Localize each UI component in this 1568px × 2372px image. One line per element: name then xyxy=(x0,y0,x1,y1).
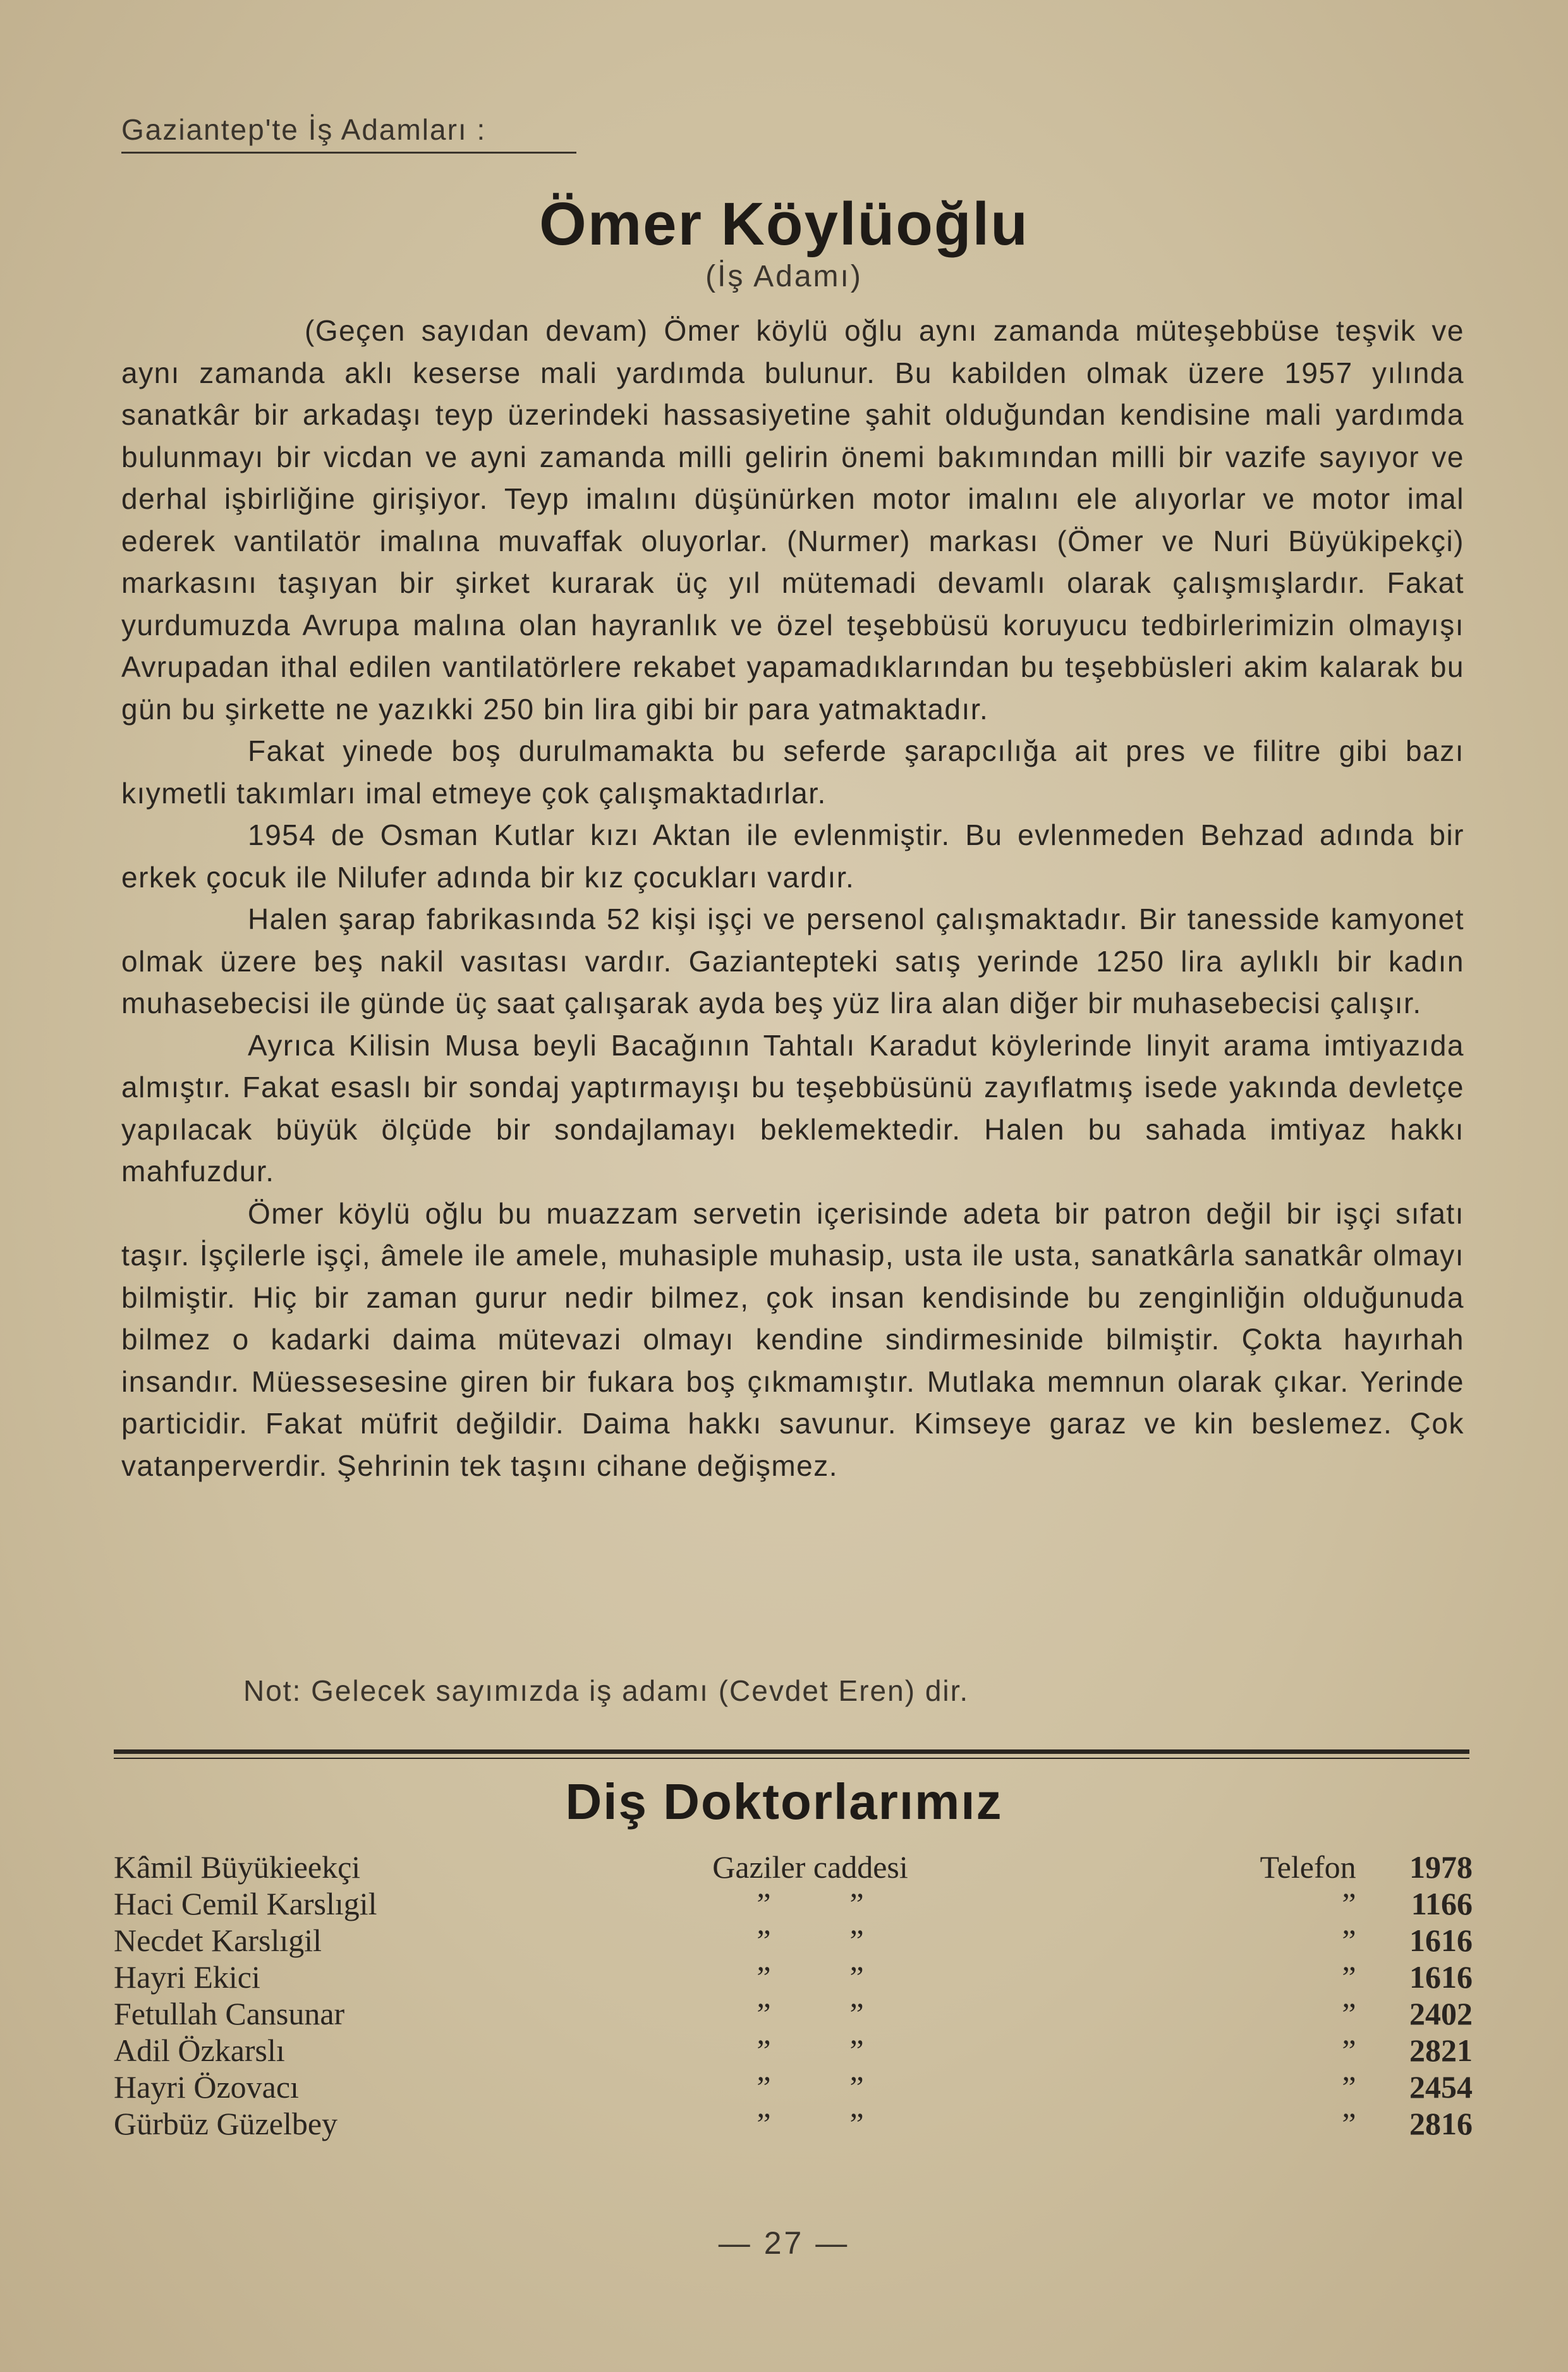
divider xyxy=(114,1749,1469,1754)
running-head: Gaziantep'te İş Adamları : xyxy=(121,113,576,154)
ditto-mark: ” xyxy=(1342,1923,1356,1958)
dentist-name: Kâmil Büyükieekçi xyxy=(114,1849,361,1885)
dentist-table xyxy=(114,1849,1473,2142)
dentist-name: Necdet Karslıgil xyxy=(114,1923,322,1958)
phone-number: 2816 xyxy=(1409,2106,1473,2141)
ditto-mark: ” xyxy=(1342,1959,1356,1995)
phone-number: 1978 xyxy=(1409,1849,1473,1885)
dentist-name: Adil Özkarslı xyxy=(114,2033,285,2068)
dentist-name: Haci Cemil Karslıgil xyxy=(114,1886,377,1921)
dentist-name: Hayri Ekici xyxy=(114,1959,260,1995)
phone-number: 2454 xyxy=(1409,2069,1473,2105)
ditto-mark: ” xyxy=(1342,2106,1356,2141)
street-header: Gaziler caddesi xyxy=(712,1849,908,1885)
paragraph: (Geçen sayıdan devam) Ömer köylü oğlu aynı zamanda müteşebbüse teşvik ve aynı zamanda aklı keserse mali yardımda bulunur. Bu kabilden olmak üzere 1957 yılında sanatkâr bir arkadaşı teyp üzerindeki hassasiyetine şahit olduğundan kendisine mali yardımda bulunmayı bir vicdan ve ayni zamanda milli gelirin önemi bakımından milli bir vazife sayıyor ve derhal işbirliğine girişiyor. Teyp imalını düşünürken motor imalını ele alıyorlar ve motor imal ederek vantilatör imalına muvaffak oluyorlar. (Nurmer) markası (Ömer ve Nuri Büyükipekçi) markasını taşıyan bir şirket kurarak üç yıl mütemadi devamlı olarak çalışmışlardır. Fakat yurdumuzda Avrupa malına olan hayranlık ve özel teşebbüsü koruyucu tedbirlerimizin olmayışı Avrupadan ithal edilen vantilatörlere rekabet yapamadıklarından bu teşebbüsleri akim kalarak bu gün bu şirkette ne yazıkki 250 bin lira gibi bir para yatmaktadır. xyxy=(121,314,1464,726)
phone-number: 1166 xyxy=(1411,1886,1473,1921)
table-row xyxy=(114,1922,1473,1959)
section-title: Diş Doktorlarımız xyxy=(565,1773,1003,1830)
divider xyxy=(114,1758,1469,1759)
table-row xyxy=(114,1959,1473,1995)
paragraph: Fakat yinede boş durulmamakta bu seferde şarapcılığa ait pres ve filitre gibi bazı kıymetli takımları imal etmeye çok çalışmaktadırlar. xyxy=(121,734,1464,810)
ditto-mark: ” ” xyxy=(757,2069,864,2105)
ditto-mark: ” ” xyxy=(757,1996,864,2031)
page-number: — 27 — xyxy=(718,2225,850,2261)
phone-number: 1616 xyxy=(1409,1959,1473,1995)
table-header-row xyxy=(114,1849,1473,1885)
paragraph: Halen şarap fabrikasında 52 kişi işçi ve persenol çalışmaktadır. Bir tanesside kamyonet olmak üzere beş nakil vasıtası vardır. Gazianteptеki satış yerinde 1250 lira aylıklı bir kadın muhasebecisi ile günde üç saat çalışarak ayda beş yüz lira alan diğer bir muhasebecisi çalışır. xyxy=(121,903,1464,1019)
note: Not: Gelecek sayımızda iş adamı (Cevdet Eren) dir. xyxy=(243,1674,969,1707)
dentist-name: Hayri Özovacı xyxy=(114,2069,299,2105)
article-title: Ömer Köylüoğlu xyxy=(539,190,1029,258)
ditto-mark: ” ” xyxy=(757,1886,864,1921)
phone-number: 2821 xyxy=(1409,2033,1473,2068)
article-subtitle: (İş Adamı) xyxy=(705,260,863,293)
phone-number: 1616 xyxy=(1409,1923,1473,1958)
ditto-mark: ” xyxy=(1342,1886,1356,1921)
phone-number: 2402 xyxy=(1409,1996,1473,2031)
dentist-name: Gürbüz Güzelbey xyxy=(114,2106,338,2141)
table-row xyxy=(114,2032,1473,2069)
ditto-mark: ” ” xyxy=(757,2033,864,2068)
phone-header: Telefon xyxy=(1260,1849,1356,1885)
ditto-mark: ” ” xyxy=(757,2106,864,2141)
table-row xyxy=(114,2105,1473,2142)
ditto-mark: ” ” xyxy=(757,1959,864,1995)
ditto-mark: ” xyxy=(1342,1996,1356,2031)
paragraph: Ömer köylü oğlu bu muazzam servetin içerisinde adeta bir patron değil bir işçi sıfatı taşır. İşçilerle işçi, âmele ile amele, muhasiple muhasip, usta ile usta, sanatkârla sanatkâr olmayı bilmiştir. Hiç bir zaman gurur nedir bilmez, çok insan kendisinde bu zenginliğin olduğunuda bilmez o kadarki daima mütevazi olmayı kendine sindirmesinide bilmiştir. Çokta hayırhah insandır. Müessesesine giren bir fukara boş çıkmamıştır. Mutlaka memnun olarak çıkar. Yerinde particidir. Fakat müfrit değildir. Daima hakkı savunur. Kimseye garaz ve kin beslemez. Çok vatanperverdir. Şehrinin tek taşını cihane değişmez. xyxy=(121,1196,1464,1482)
paragraph: Ayrıca Kilisin Musa beyli Bacağının Tahtalı Karadut köylerinde linyit arama imtiyazıda almıştır. Fakat esaslı bir sondaj yaptırmayışı bu teşebbüsünü zayıflatmış isede yakında devletçe yapılacak büyük ölçüde bir sondajlamayı beklemektedir. Halen bu sahada imtiyaz hakkı mahfuzdur. xyxy=(121,1028,1464,1188)
table-row xyxy=(114,1995,1473,2032)
ditto-mark: ” ” xyxy=(757,1923,864,1958)
table-row xyxy=(114,1885,1473,1922)
paragraph: 1954 de Osman Kutlar kızı Aktan ile evlenmiştir. Bu evlenmeden Behzad adında bir erkek çocuk ile Nilufer adında bir kız çocukları vardır. xyxy=(121,818,1464,894)
table-row xyxy=(114,2069,1473,2105)
ditto-mark: ” xyxy=(1342,2069,1356,2105)
ditto-mark: ” xyxy=(1342,2033,1356,2068)
article-body xyxy=(121,310,1464,1487)
dentist-name: Fetullah Cansunar xyxy=(114,1996,345,2031)
